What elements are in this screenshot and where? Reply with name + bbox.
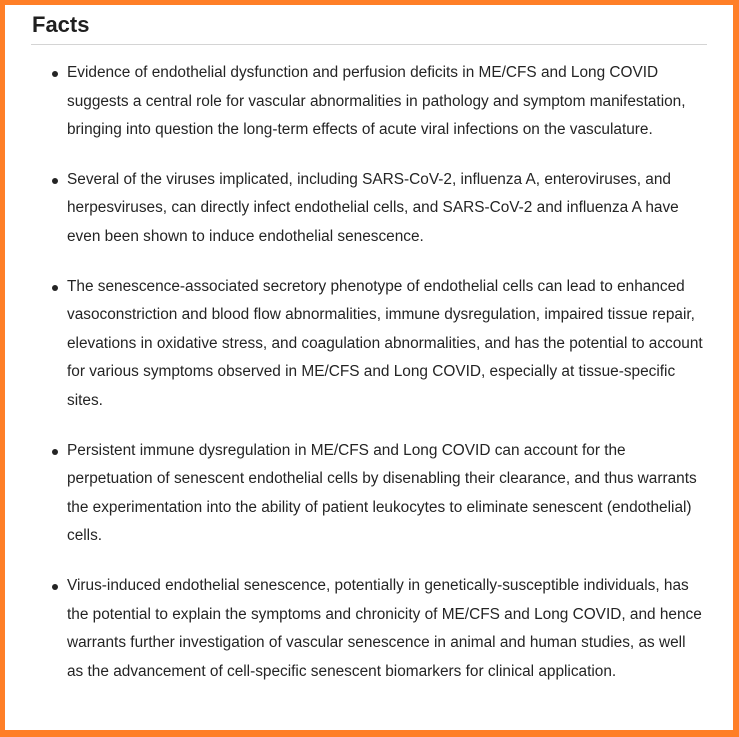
- fact-text: Several of the viruses implicated, including SARS-CoV-2, influenza A, enteroviruses, and herpesviruses, can directly infect endothelial cells, and SARS-CoV-2 and influenza A have even been shown to induce endothelial senescence.: [67, 170, 679, 245]
- bullet-icon: [52, 71, 58, 77]
- list-item: [67, 166, 707, 252]
- bullet-icon: [52, 584, 58, 590]
- title-divider: [31, 44, 707, 45]
- list-item: [67, 572, 707, 686]
- section-title: Facts: [32, 12, 90, 37]
- list-item: [67, 273, 707, 416]
- list-item: [67, 59, 707, 145]
- facts-list: [31, 59, 707, 686]
- bullet-icon: [52, 285, 58, 291]
- fact-text: Evidence of endothelial dysfunction and perfusion deficits in ME/CFS and Long COVID suggests a central role for vascular abnormalities in pathology and symptom manifestation, bringing into question the long-term effects of acute viral infections on the vasculature.: [67, 64, 686, 139]
- fact-text: The senescence-associated secretory phenotype of endothelial cells can lead to enhanced vasoconstriction and blood flow abnormalities, immune dysregulation, impaired tissue repair, elevations in oxidative stress, and coagulation abnormalities, and has the potential to account for various symptoms observed in ME/CFS and Long COVID, especially at tissue-specific sites.: [67, 277, 703, 409]
- fact-text: Virus-induced endothelial senescence, potentially in genetically-susceptible individuals, has the potential to explain the symptoms and chronicity of ME/CFS and Long COVID, and hence warrants further investigation of vascular senescence in animal and human studies, as well as the advancement of cell-specific senescent biomarkers for clinical application.: [67, 576, 702, 680]
- facts-section: [31, 11, 707, 707]
- bullet-icon: [52, 449, 58, 455]
- bullet-icon: [52, 178, 58, 184]
- list-item: [67, 437, 707, 551]
- fact-text: Persistent immune dysregulation in ME/CFS and Long COVID can account for the perpetuation of senescent endothelial cells by disenabling their clearance, and thus warrants the experimentation into the ability of patient leukocytes to eliminate senescent (endothelial) cells.: [67, 441, 697, 545]
